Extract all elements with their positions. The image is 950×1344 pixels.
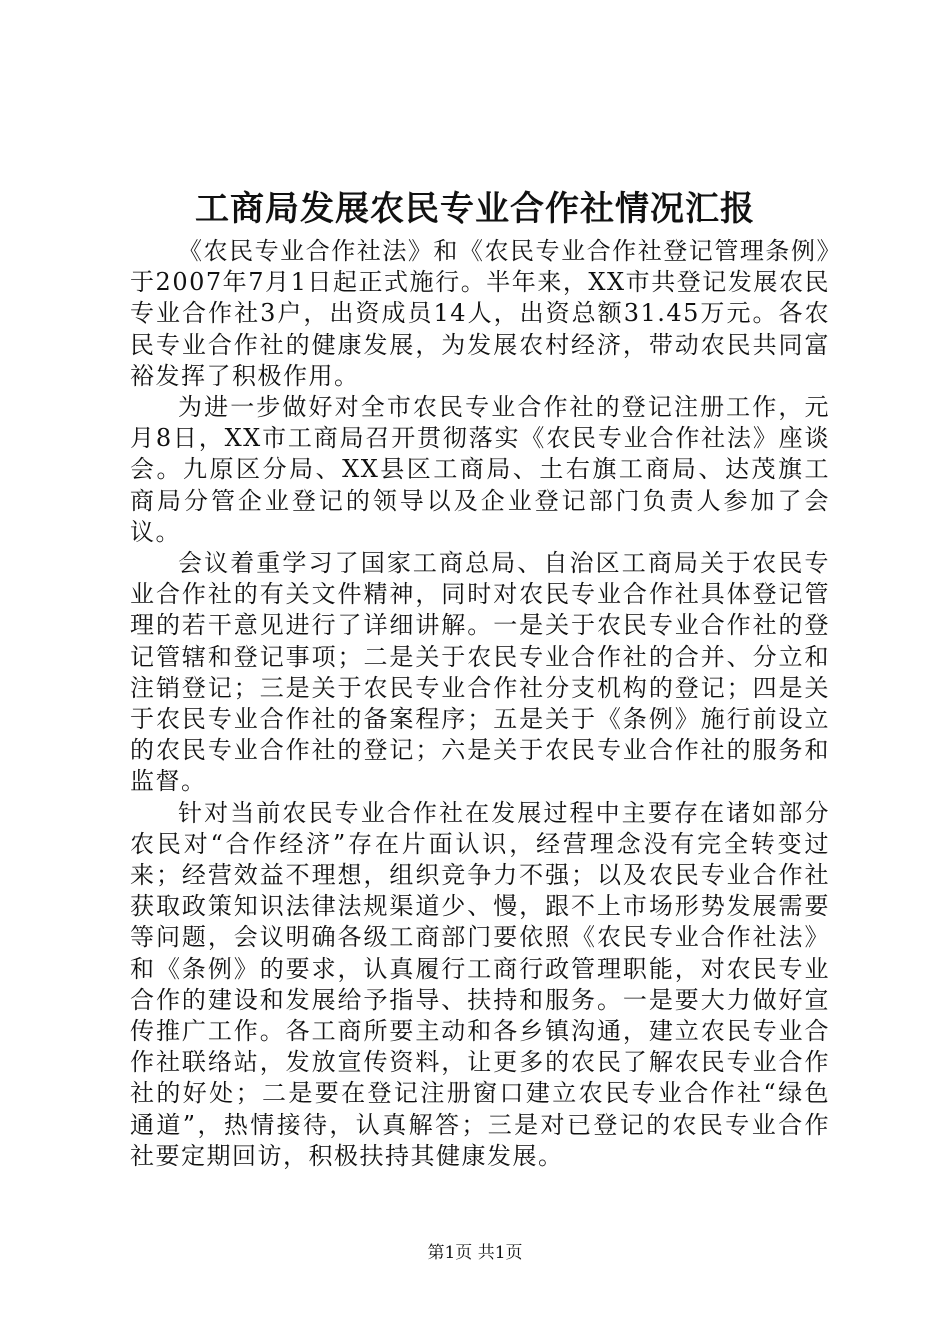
paragraph-1: 《农民专业合作社法》和《农民专业合作社登记管理条例》于2007年7月1日起正式施行。半年来，XX市共登记发展农民专业合作社3户，出资成员14人，出资总额31.45万元。各农民专业合作社的健康发展，为发展农村经济，带动农民共同富裕发挥了积极作用。: [130, 237, 830, 390]
paragraph-3: 会议着重学习了国家工商总局、自治区工商局关于农民专业合作社的有关文件精神，同时对农民专业合作社具体登记管理的若干意见进行了详细讲解。一是关于农民专业合作社的登记管辖和登记事项；二是关于农民专业合作社的合并、分立和注销登记；三是关于农民专业合作社分支机构的登记；四是关于农民专业合作社的备案程序；五是关于《条例》施行前设立的农民专业合作社的登记；六是关于农民专业合作社的服务和监督。: [130, 549, 830, 796]
paragraph-2: 为进一步做好对全市农民专业合作社的登记注册工作，元月8日，XX市工商局召开贯彻落实《农民专业合作社法》座谈会。九原区分局、XX县区工商局、土右旗工商局、达茂旗工商局分管企业登记的领导以及企业登记部门负责人参加了会议。: [130, 393, 830, 546]
document-title: 工商局发展农民专业合作社情况汇报: [195, 189, 755, 229]
page-number-label: 第1页 共1页: [427, 1243, 523, 1263]
page-footer: [0, 1241, 950, 1265]
document-body: [130, 236, 830, 1172]
paragraph-4: 针对当前农民专业合作社在发展过程中主要存在诸如部分农民对“合作经济”存在片面认识，经营理念没有完全转变过来；经营效益不理想，组织竞争力不强；以及农民专业合作社获取政策知识法律法规渠道少、慢，跟不上市场形势发展需要等问题，会议明确各级工商部门要依照《农民专业合作社法》和《条例》的要求，认真履行工商行政管理职能，对农民专业合作的建设和发展给予指导、扶持和服务。一是要大力做好宣传推广工作。各工商所要主动和各乡镇沟通，建立农民专业合作社联络站，发放宣传资料，让更多的农民了解农民专业合作社的好处；二是要在登记注册窗口建立农民专业合作社“绿色通道”，热情接待，认真解答；三是对已登记的农民专业合作社要定期回访，积极扶持其健康发展。: [130, 798, 830, 1170]
